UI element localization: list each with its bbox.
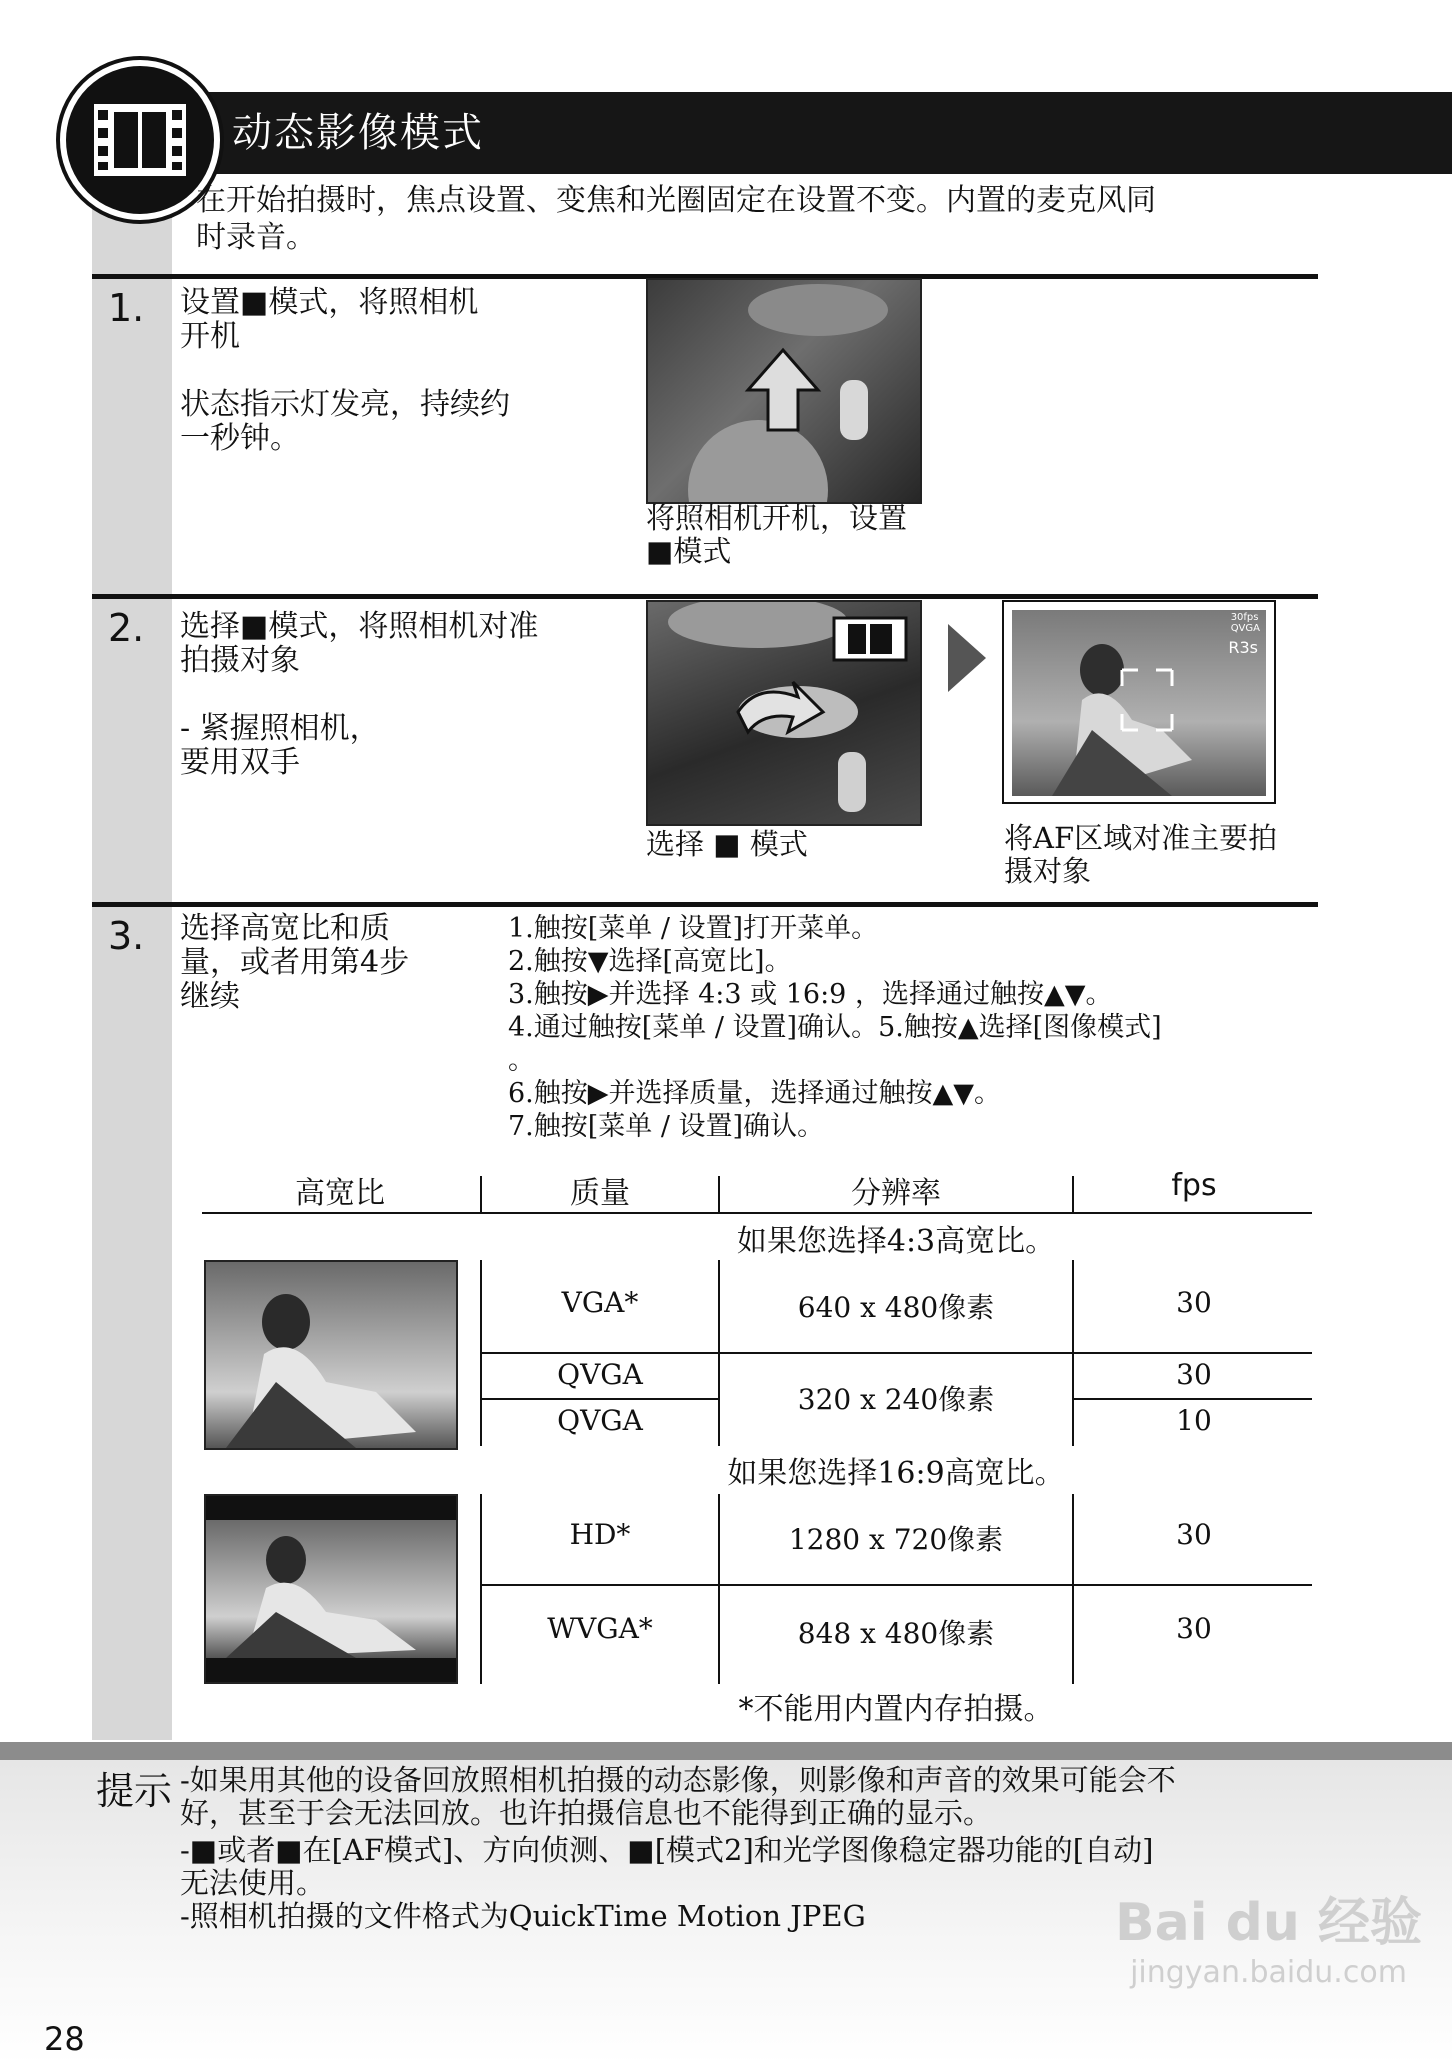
quality-cell: VGA* <box>561 1286 639 1319</box>
step-number: 3. <box>108 914 145 958</box>
step-text: 选择■模式，将照相机对准 拍摄对象 - 紧握照相机， 要用双手 <box>180 609 539 780</box>
lcd-remaining-time: R3s <box>1228 638 1258 657</box>
fps-cell: 10 <box>1176 1404 1212 1437</box>
step-number: 1. <box>108 286 145 330</box>
menu-instructions: 1.触按[菜单 / 设置]打开菜单。 2.触按▼选择[高宽比]。 3.触按▶并选择 4:3 或 16:9 ，选择通过触按▲▼。 4.通过触按[菜单 / 设置]确认。5.触按▲选择[图像模式] 。 6.触按▶并选择质量，选择通过触按▲▼。 7.触按[菜单 / 设置]确认。 <box>508 913 1162 1142</box>
quality-cell: QVGA <box>557 1358 643 1391</box>
arrow-right-icon <box>946 622 988 694</box>
table-divider <box>1072 1398 1312 1400</box>
lcd-caption: 将AF区域对准主要拍 摄对象 <box>1004 821 1278 888</box>
section-label-16-9: 如果您选择16:9高宽比。 <box>727 1456 1065 1491</box>
step-text: 选择高宽比和质 量，或者用第4步 继续 <box>180 911 410 1014</box>
fps-cell: 30 <box>1176 1358 1212 1391</box>
table-header-resolution: 分辨率 <box>851 1176 941 1211</box>
table-divider <box>202 1212 1312 1214</box>
page-title: 动态影像模式 <box>232 110 484 156</box>
table-divider <box>718 1176 720 1212</box>
quality-cell: HD* <box>569 1518 631 1551</box>
table-header-aspect: 高宽比 <box>295 1176 385 1211</box>
mode-dial-photo <box>646 600 922 826</box>
quality-cell: WVGA* <box>547 1612 653 1645</box>
intro-text: 在开始拍摄时，焦点设置、变焦和光圈固定在设置不变。内置的麦克风同 时录音。 <box>196 183 1156 255</box>
resolution-cell: 640 x 480像素 <box>797 1291 995 1324</box>
step-text: 设置■模式，将照相机 开机 状态指示灯发亮，持续约 一秒钟。 <box>180 285 510 456</box>
table-divider <box>1072 1176 1074 1212</box>
tip-item: -■或者■在[AF模式]、方向侦测、■[模式2]和光学图像稳定器功能的[自动] 无法使用。 <box>180 1833 1154 1900</box>
fps-cell: 30 <box>1176 1612 1212 1645</box>
lcd-fps-readout: 30fps QVGA <box>1230 612 1260 634</box>
resolution-cell: 848 x 480像素 <box>797 1617 995 1650</box>
quality-cell: QVGA <box>557 1404 643 1437</box>
table-divider <box>480 1584 1312 1586</box>
section-label-4-3: 如果您选择4:3高宽比。 <box>736 1224 1056 1259</box>
tip-item: -照相机拍摄的文件格式为QuickTime Motion JPEG <box>180 1899 866 1933</box>
fps-cell: 30 <box>1176 1518 1212 1551</box>
photo-caption: 将照相机开机，设置 ■模式 <box>646 501 908 568</box>
resolution-cell: 320 x 240像素 <box>797 1383 995 1416</box>
watermark-brand: Bai du 经验 <box>1115 1893 1422 1953</box>
table-header-fps: fps <box>1171 1168 1217 1203</box>
resolution-cell: 1280 x 720像素 <box>788 1523 1004 1556</box>
lcd-preview <box>1002 600 1276 804</box>
table-divider <box>480 1398 718 1400</box>
film-icon <box>66 66 214 214</box>
watermark-url: jingyan.baidu.com <box>1130 1955 1407 1990</box>
step-number: 2. <box>108 606 145 650</box>
sample-image-4-3 <box>204 1260 458 1450</box>
left-margin-bar <box>92 180 172 1740</box>
sample-image-16-9 <box>204 1494 458 1684</box>
page-number: 28 <box>44 2020 85 2058</box>
table-divider <box>480 1176 482 1212</box>
baidu-watermark <box>1115 1880 1422 1990</box>
tips-divider <box>0 1742 1452 1760</box>
table-footnote: *不能用内置内存拍摄。 <box>738 1692 1054 1727</box>
table-header-quality: 质量 <box>570 1176 630 1211</box>
tip-item: -如果用其他的设备回放照相机拍摄的动态影像，则影像和声音的效果可能会不 好，甚至于会无法回放。也许拍摄信息也不能得到正确的显示。 <box>180 1763 1176 1830</box>
step-divider <box>92 594 1318 599</box>
camera-power-photo <box>646 278 922 504</box>
table-divider <box>480 1352 1312 1354</box>
step-divider <box>92 902 1318 907</box>
photo-caption: 选择 ■ 模式 <box>646 827 808 861</box>
tips-label: 提示 <box>96 1769 173 1813</box>
fps-cell: 30 <box>1176 1286 1212 1319</box>
